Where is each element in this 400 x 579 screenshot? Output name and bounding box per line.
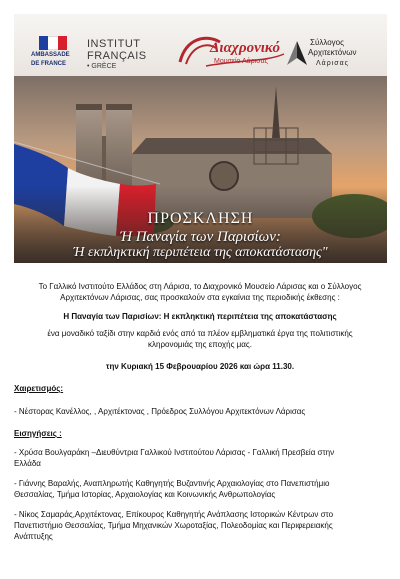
diachroniko-museum-logo [176, 32, 286, 68]
speaker1-line2: Ελλάδα [14, 459, 41, 468]
architects-line1: Σύλλογος [310, 38, 344, 47]
banner-subtitle-line1: Ή Παναγία των Παρισίων: [120, 229, 281, 245]
logo-strip [14, 14, 387, 76]
invitation-banner [14, 14, 387, 263]
description-line1: ένα μοναδικό ταξίδι στην καρδιά ενός από τα πλέον εμβληματικά έργα της πολιτιστικής [47, 329, 353, 338]
ambassade-line1: AMBASSADE [31, 52, 70, 58]
speaker2-line2: Θεσσαλίας, Τμήμα Ιστορίας, Αρχαιολογίας και Κοινωνικής Ανθρωπολογίας [14, 490, 276, 499]
exhibition-title: Η Παναγία των Παρισίων: Η εκπληκτική περιπέτεια της αποκατάστασης [63, 312, 337, 321]
banner-title: ΠΡΟΣΚΛΗΣΗ [147, 210, 254, 227]
speaker2-line1: - Γιάννης Βαραλής, Αναπληρωτής Καθηγητής Βυζαντινής Αρχαιολογίας στο Πανεπιστήμιο [14, 479, 330, 488]
museum-sub: Μουσείο Λάρισας [214, 58, 269, 65]
marianne-flag-icon [39, 36, 67, 50]
greetings-heading: Χαιρετισμός: [14, 384, 64, 393]
ambassade-logo [31, 36, 79, 68]
institut-line1: INSTITUT [87, 38, 141, 50]
banner-subtitle-line2: Ή εκπληκτική περιπέτεια της αποκατάστασης" [73, 245, 328, 260]
museum-name: Διαχρονικό [210, 40, 281, 56]
institut-francais-logo [87, 38, 147, 70]
speaker3-line2: Πανεπιστήμιο Θεσσαλίας, Τμήμα Μηχανικών Χωροταξίας, Πολεοδομίας και Περιφερειακής [14, 521, 333, 530]
intro-line1: Το Γαλλικό Ινστιτούτο Ελλάδος στη Λάρισα, το Διαχρονικό Μουσείο Λάρισας και ο Σύλλογος [38, 282, 362, 291]
architects-mark-icon [286, 40, 308, 66]
greetings-item: - Νέστορας Κανέλλος, , Αρχιτέκτονας , Πρόεδρος Συλλόγου Αρχιτεκτόνων Λάρισας [14, 407, 306, 416]
institut-line2: FRANÇAIS [87, 50, 147, 62]
event-datetime: την Κυριακή 15 Φεβρουαρίου 2026 και ώρα 11.30. [105, 362, 295, 371]
speaker3-line3: Ανάπτυξης [14, 532, 53, 541]
architects-association-logo [286, 36, 382, 70]
architects-line3: Λάρισας [316, 60, 350, 67]
description-line2: κληρονομιάς της εποχής μας. [148, 340, 252, 349]
architects-line2: Αρχιτεκτόνων [308, 48, 357, 57]
speaker3-line1: - Νίκος Σαμαράς,Αρχιτέκτονας, Επίκουρος Καθηγητής Ανάπλασης Ιστορικών Κέντρων στο [14, 510, 334, 519]
speaker1-line1: - Χρύσα Βουλγαράκη –Διευθύντρια Γαλλικού Ινστιτούτου Λάρισας - Γαλλική Πρεσβεία στην [14, 448, 335, 457]
speakers-heading: Εισηγήσεις : [14, 429, 62, 438]
intro-line2: Αρχιτεκτόνων Λάρισας, σας προσκαλούν στα εγκαίνια της περιοδικής έκθεσης : [60, 293, 340, 302]
institut-line3: • GRÈCE [87, 63, 117, 70]
ambassade-line2: DE FRANCE [31, 61, 67, 67]
